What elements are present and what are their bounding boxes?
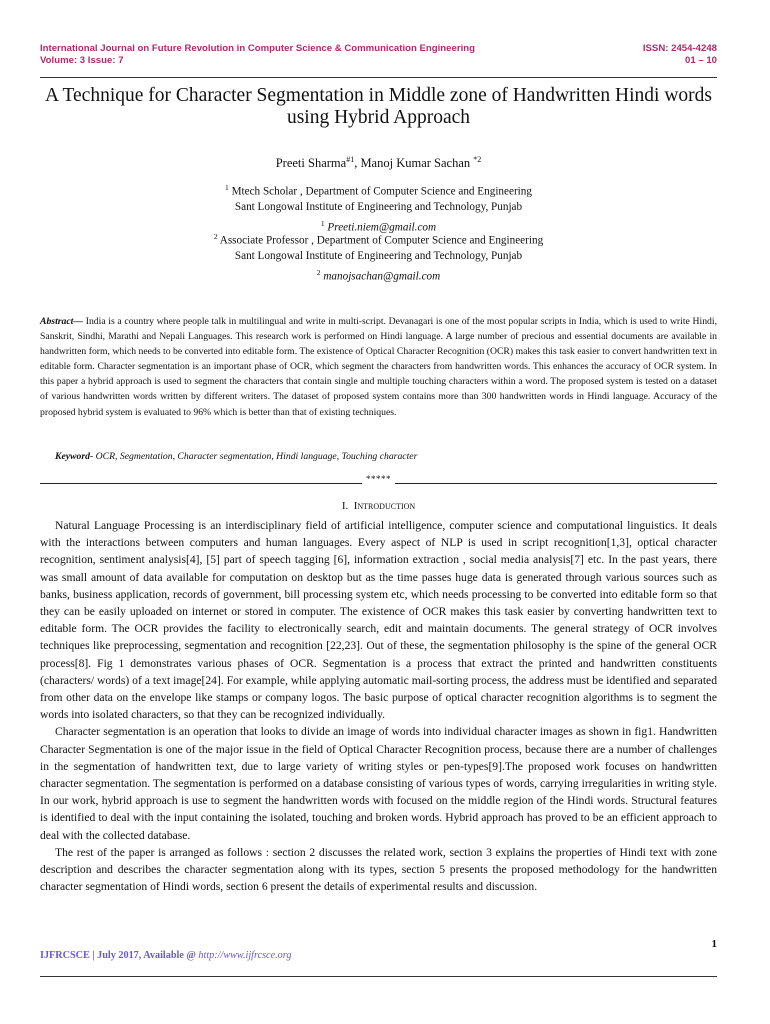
author-separator: , bbox=[354, 156, 361, 171]
affiliation-2-email-line bbox=[40, 265, 717, 285]
introduction-body bbox=[40, 517, 717, 895]
footer-url-link[interactable]: http://www.ijfrcsce.org bbox=[198, 950, 292, 961]
separator-line-right bbox=[395, 483, 717, 484]
journal-header-left bbox=[40, 43, 475, 66]
paper-title: A Technique for Character Segmentation in Middle zone of Handwritten Hindi words using Hybrid Approach bbox=[44, 85, 713, 128]
header-divider bbox=[40, 77, 717, 78]
author-1-name: Preeti Sharma bbox=[275, 156, 347, 171]
journal-header-right bbox=[643, 43, 717, 66]
affiliation-1 bbox=[40, 180, 717, 236]
affiliation-2-line-1 bbox=[40, 229, 717, 249]
section-heading-introduction bbox=[40, 500, 717, 512]
affiliation-2-institute: Sant Longowal Institute of Engineering and Technology, Punjab bbox=[234, 250, 523, 263]
affiliation-2-number: 2 bbox=[213, 232, 218, 241]
volume-issue: Volume: 3 Issue: 7 bbox=[40, 54, 124, 66]
footer-text: IJFRCSCE | July 2017, Available @ bbox=[40, 950, 199, 961]
author-1-superscript: #1 bbox=[346, 155, 355, 164]
section-title: Introduction bbox=[353, 500, 416, 512]
affiliation-1-institute: Sant Longowal Institute of Engineering and Technology, Punjab bbox=[234, 201, 523, 214]
separator-line-left bbox=[40, 483, 362, 484]
author-2-email: manojsachan@gmail.com bbox=[323, 270, 441, 283]
intro-paragraph-3: The rest of the paper is arranged as follows : section 2 discusses the related work, section 3 explains the properties of Hindi text with zone description and describes the character segmentation along with its types, section 5 presents the proposed methodology for the handwritten character segmentation of Hindi words, section 6 present the details of experimental results and discussion. bbox=[40, 845, 717, 894]
author-line bbox=[40, 155, 717, 171]
separator-stars: ***** bbox=[366, 474, 391, 484]
section-number: I. bbox=[341, 500, 349, 512]
affiliation-1-number: 1 bbox=[225, 183, 229, 192]
keywords-label: Keyword- bbox=[55, 451, 94, 462]
keywords bbox=[55, 451, 715, 462]
affiliation-1-position: Mtech Scholar , Department of Computer Science and Engineering bbox=[231, 185, 532, 198]
intro-paragraph-2: Character segmentation is an operation that looks to divide an image of words into individual character images as shown in fig1. Handwritten Character Segmentation is one of the major issue in the field of Optical Character Recognition process, because there are a number of challenges in the segmentation of handwritten text, due to large variety of writing styles or pen-types[9].The proposed work focuses on handwritten character segmentation. The segmentation is performed on a database consisting of various types of words, carrying irregularities in writing style. In our work, hybrid approach is use to segment the handwritten words with focused on the middle region of the Hindi words. Structural features is identified to deal with the input containing the isolated, touching and broken words. Hybrid approach has proved to be an efficient approach to deal with the collected database. bbox=[40, 725, 717, 842]
affiliation-1-line-1 bbox=[40, 180, 717, 200]
page-number: 1 bbox=[711, 938, 717, 950]
journal-name: International Journal on Future Revolution in Computer Science & Communication Engineering bbox=[40, 43, 475, 54]
page-range: 01 – 10 bbox=[684, 54, 717, 66]
abstract-label: Abstract— bbox=[40, 316, 84, 327]
keywords-text: OCR, Segmentation, Character segmentation, Hindi language, Touching character bbox=[93, 451, 418, 462]
author-2-name: Manoj Kumar Sachan bbox=[360, 156, 471, 171]
footer-divider bbox=[40, 976, 717, 977]
affiliation-2 bbox=[40, 229, 717, 285]
affiliation-1-email-number: 1 bbox=[320, 218, 325, 228]
abstract bbox=[40, 314, 717, 420]
star-separator bbox=[40, 474, 717, 486]
affiliation-2-email-number: 2 bbox=[316, 267, 321, 277]
author-2-superscript: *2 bbox=[473, 155, 482, 164]
abstract-text: India is a country where people talk in multilingual and write in multi-script. Devanagari is one of the most popular scripts in India, which is used to write Hindi, Sanskrit, Sindhi, Marathi and Nepali Languages. This research work is performed on Hindi language. A large number of precious and essential documents are available in handwritten form, which needs to be converted into editable form. The existence of Optical Character Recognition (OCR) makes this task easier to convert handwritten text in editable form. Character segmentation is an important phase of OCR, which segment the characters from handwritten words. This enhances the accuracy of OCR system. In this paper a hybrid approach is used to segment the characters that contain single and multiple touching characters within a word. The proposed system is tested on a dataset of various handwritten words written by different writers. The dataset of proposed system contains more than 300 handwritten words in Hindi language. Accuracy of the proposed hybrid system is evaluated to 96% which is better than that of existing techniques. bbox=[40, 316, 717, 418]
affiliation-2-position: Associate Professor , Department of Computer Science and Engineering bbox=[219, 234, 544, 247]
author-1-email: Preeti.niem@gmail.com bbox=[327, 221, 437, 234]
footer bbox=[40, 950, 291, 961]
intro-paragraph-1: Natural Language Processing is an interdisciplinary field of artificial intelligence, computer science and computational linguistics. It deals with the interactions between computers and human languages. Every aspect of NLP is used in script recognition[1,3], optical character recognition, sentiment analysis[4], [5] part of speech tagging [6], information extraction , social media analysis[7] etc. In the past years, there was small amount of data available for computation on desktop but as the time passes huge data is generated through various sources such as banks, business application, records of government, bill processing system etc, which needs processing to be converted into editable form so that they can be easily uploaded on internet or stored in computer. The existence of OCR makes this task easier by converting handwritten text to editable form. The OCR provides the facility to electronically search, edit and maintain documents. The general strategy of OCR involves techniques like preprocessing, segmentation and recognition [22,23]. Out of these, the segmentation philosophy is the spine of the general OCR process[8]. Fig 1 demonstrates various phases of OCR. Segmentation is a process that extract the printed and handwritten constituents (characters/ words) of a text image[24]. For example, while applying automatic mail-sorting process, the address must be identified and separated from other data on the envelope like stamps or company logos. The basic purpose of optical character recognition algorithms is to segment the words into isolated characters, so that they can be recognized individually. bbox=[40, 519, 717, 722]
issn: ISSN: 2454-4248 bbox=[642, 43, 717, 54]
